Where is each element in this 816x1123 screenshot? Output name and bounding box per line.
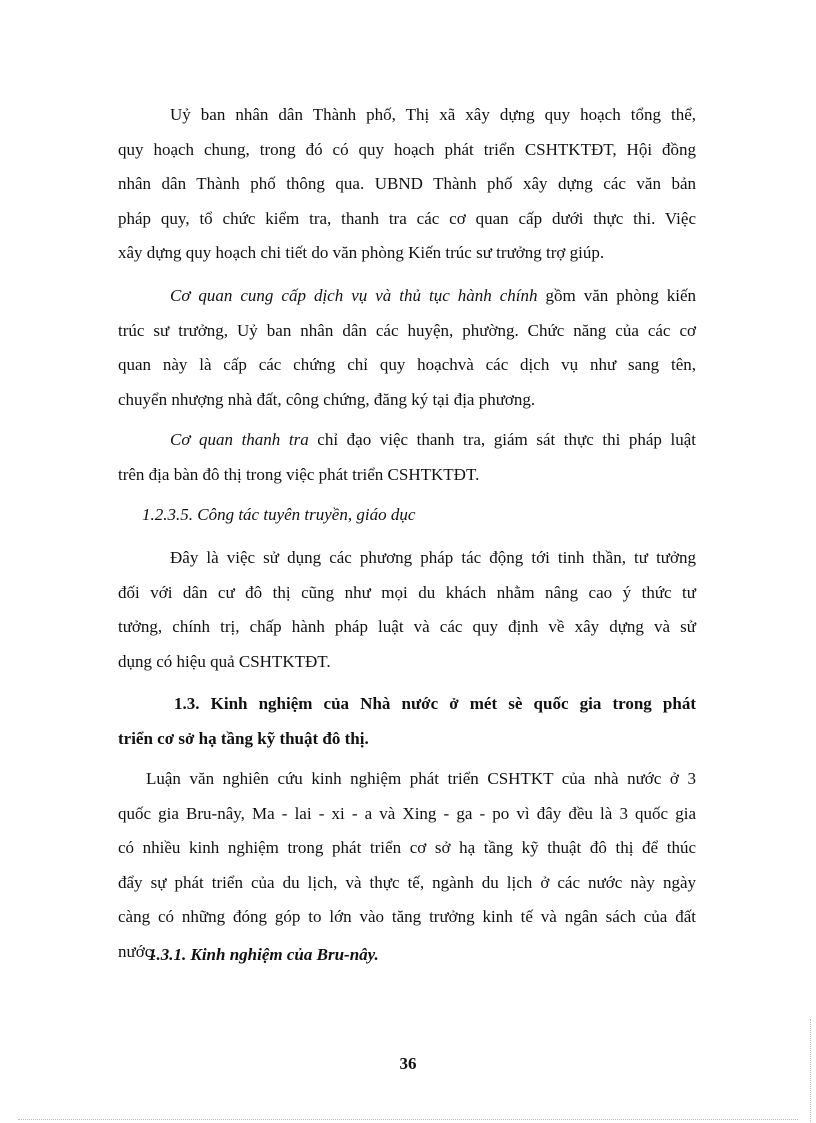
page-border-right	[810, 1019, 811, 1121]
heading-line: 1.3. Kinh nghiệm của Nhà nước ở mét sè quốc gia trong phát	[174, 694, 696, 713]
text-line: càng có những đóng góp to lớn vào tăng trưởng kinh tế và ngân sách của đất	[118, 907, 696, 926]
heading-line: triển cơ sở hạ tầng kỹ thuật đô thị.	[118, 728, 369, 748]
text-run: chỉ đạo việc thanh tra, giám sát thực thi pháp luật	[308, 430, 696, 449]
text-line: đẩy sự phát triển của du lịch, và thực tế, ngành du lịch ở các nước này ngày	[118, 872, 696, 892]
text-line: Đây là việc sử dụng các phương pháp tác động tới tinh thần, tư tưởng	[170, 548, 696, 567]
text-line: có nhiều kinh nghiệm trong phát triển cơ sở hạ tầng kỹ thuật đô thị để thúc	[118, 838, 696, 857]
section-heading-1-3-1: 1.3.1. Kinh nghiệm của Bru-nây.	[148, 945, 379, 964]
text-line: trúc sư trưởng, Uỷ ban nhân dân các huyện, phường. Chức năng của các cơ	[118, 320, 696, 340]
italic-term: Cơ quan cung cấp dịch vụ và thủ tục hành chính	[170, 286, 538, 305]
paragraph-thesis-study	[118, 762, 696, 969]
text-line	[118, 423, 696, 458]
section-heading-1-3	[118, 687, 696, 756]
section-heading-1-2-3-5: 1.2.3.5. Công tác tuyên truyền, giáo dục	[142, 505, 416, 524]
paragraph-people-committee	[118, 98, 696, 271]
paragraph-propaganda	[118, 541, 696, 679]
paragraph-inspection	[118, 423, 696, 492]
italic-term: Cơ quan thanh tra	[170, 430, 309, 449]
text-line: dụng có hiệu quả CSHTKTĐT.	[118, 651, 331, 671]
page-border-bottom	[18, 1119, 798, 1120]
text-line: quốc gia Bru-nây, Ma - lai - xi - a và Xing - ga - po vì đây đều là 3 quốc gia	[118, 803, 696, 823]
text-line: quy hoạch chung, trong đó có quy hoạch phát triển CSHTKTĐT, Hội đồng	[118, 139, 696, 159]
text-line: pháp quy, tổ chức kiểm tra, thanh tra các cơ quan cấp dưới thực thi. Việc	[118, 208, 696, 228]
text-line: nước.	[118, 941, 157, 961]
text-line: Luận văn nghiên cứu kinh nghiệm phát triển CSHTKT của nhà nước ở 3	[146, 769, 696, 788]
text-line: Uỷ ban nhân dân Thành phố, Thị xã xây dựng quy hoạch tổng thể,	[170, 105, 696, 124]
text-line: quan này là cấp các chứng chỉ quy hoạchvà các dịch vụ như sang tên,	[118, 355, 696, 374]
text-line: trên địa bàn đô thị trong việc phát triển CSHTKTĐT.	[118, 464, 480, 484]
paragraph-service-agencies	[118, 279, 696, 417]
text-line: tưởng, chính trị, chấp hành pháp luật và các quy định về xây dựng và sử	[118, 617, 696, 636]
text-line: nhân dân Thành phố thông qua. UBND Thành phố xây dựng các văn bản	[118, 174, 696, 193]
text-line: chuyển nhượng nhà đất, công chứng, đăng ký tại địa phương.	[118, 389, 536, 409]
text-line	[118, 279, 696, 314]
text-line: xây dựng quy hoạch chi tiết do văn phòng Kiến trúc sư trưởng trợ giúp.	[118, 243, 605, 262]
page-number: 36	[399, 1054, 417, 1073]
text-line: đối với dân cư đô thị cũng như mọi du khách nhằm nâng cao ý thức tư	[118, 582, 696, 602]
text-run: gồm văn phòng kiến	[537, 286, 696, 305]
